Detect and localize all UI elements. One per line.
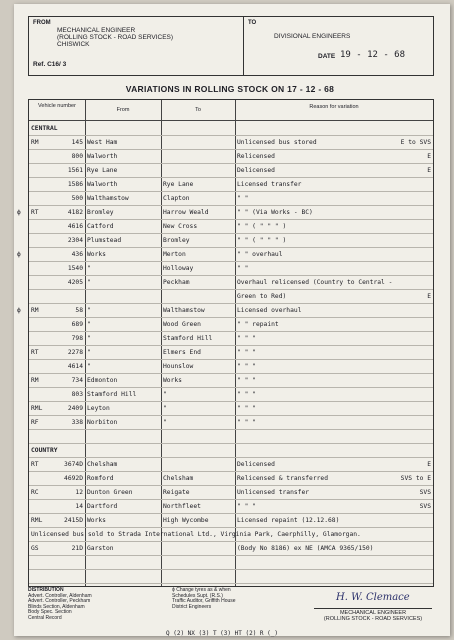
variations-table bbox=[17, 99, 434, 587]
distribution-line: Advert. Controller, Peckham bbox=[28, 598, 91, 605]
margin-mark: ϕ bbox=[17, 209, 21, 216]
from-location: " bbox=[87, 279, 91, 286]
vehicle-column-header: Vehicle number bbox=[38, 103, 76, 109]
to-location: Northfleet bbox=[163, 503, 201, 510]
signatory-title bbox=[314, 610, 432, 622]
tyre-mark: ϕ bbox=[172, 587, 175, 593]
tyre-note bbox=[172, 588, 292, 610]
signatory-title-line: MECHANICAL ENGINEER bbox=[339, 610, 407, 616]
margin-mark: ϕ bbox=[17, 307, 21, 314]
to-location: Works bbox=[163, 377, 182, 384]
from-label: FROM bbox=[33, 20, 51, 26]
table-row bbox=[29, 332, 433, 346]
reason-text: Licensed overhaul bbox=[237, 307, 302, 314]
variation-tag: SVS bbox=[419, 489, 431, 496]
from-location: Norbiton bbox=[87, 419, 118, 426]
reason-text: " " ( " " " ) bbox=[237, 237, 287, 244]
document-sheet bbox=[14, 4, 450, 636]
vehicle-number: 436 bbox=[71, 251, 83, 258]
table-row bbox=[29, 178, 433, 192]
table-row bbox=[29, 486, 433, 500]
vehicle-number: 4182 bbox=[67, 209, 83, 216]
table-row bbox=[29, 262, 433, 276]
variation-tag: SVS bbox=[419, 503, 431, 510]
table-row bbox=[29, 192, 433, 206]
reason-text: Relicensed & transferred bbox=[237, 475, 328, 482]
vehicle-number: 14 bbox=[75, 503, 83, 510]
table-row bbox=[29, 318, 433, 332]
reason-text: Licensed repaint (12.12.68) bbox=[237, 517, 340, 524]
to-location: Reigate bbox=[163, 489, 190, 496]
reason-text: Unlicensed transfer bbox=[237, 489, 310, 496]
from-location: Stamford Hill bbox=[87, 391, 137, 398]
vehicle-number: 12 bbox=[75, 489, 83, 496]
vehicle-type: RML bbox=[31, 517, 43, 524]
from-line-1: MECHANICAL ENGINEER bbox=[57, 27, 136, 34]
reason-text: " " repaint bbox=[237, 321, 279, 328]
to-location: High Wycombe bbox=[163, 517, 209, 524]
table-row bbox=[29, 346, 433, 360]
from-location: Edmonton bbox=[87, 377, 118, 384]
table-row bbox=[29, 276, 433, 290]
vehicle-number: 500 bbox=[71, 195, 83, 202]
reason-column-header: Reason for variation bbox=[309, 104, 359, 110]
reason-text: " " " bbox=[237, 363, 256, 370]
vehicle-number: 2409 bbox=[67, 405, 83, 412]
to-location: Rye Lane bbox=[163, 181, 194, 188]
vehicle-number: 4616 bbox=[67, 223, 83, 230]
vehicle-type: RF bbox=[31, 419, 39, 426]
vehicle-number: 798 bbox=[71, 335, 83, 342]
tyre-line: District Engineers bbox=[172, 603, 212, 610]
to-location: Clapton bbox=[163, 195, 190, 202]
table-row bbox=[29, 458, 433, 472]
vehicle-number: 1561 bbox=[67, 167, 83, 174]
table-row bbox=[29, 374, 433, 388]
reason-text: (Body No 8186) ex NE (AMCA 9365/150) bbox=[237, 545, 374, 552]
table-row bbox=[29, 528, 433, 542]
tyre-note-text: Change tyres as & when bbox=[176, 587, 231, 593]
from-line-3: CHISWICK bbox=[57, 41, 90, 48]
distribution-line: Central Record bbox=[28, 614, 62, 621]
vehicle-number: 4614 bbox=[67, 363, 83, 370]
from-location: Romford bbox=[87, 475, 114, 482]
to-location: " bbox=[163, 419, 167, 426]
table-row bbox=[29, 234, 433, 248]
variation-tag: E bbox=[427, 167, 431, 174]
reason-text: Licensed transfer bbox=[237, 181, 302, 188]
table-row bbox=[29, 220, 433, 234]
margin-mark: ϕ bbox=[17, 251, 21, 258]
table-row bbox=[29, 416, 433, 430]
vehicle-type: RM bbox=[31, 307, 39, 314]
page-title: VARIATIONS IN ROLLING STOCK ON 17 - 12 - 68 bbox=[125, 84, 335, 94]
from-location: Walworth bbox=[87, 153, 118, 160]
from-location: Bromley bbox=[87, 209, 114, 216]
vehicle-number: 800 bbox=[71, 153, 83, 160]
table-row bbox=[29, 360, 433, 374]
tyre-line: Schedules Supt. (R.S.) bbox=[172, 592, 223, 599]
vehicle-number: 338 bbox=[71, 419, 83, 426]
to-location: Stamford Hill bbox=[163, 335, 213, 342]
signature: H. W. Clemace bbox=[336, 592, 410, 603]
from-location: Works bbox=[87, 251, 106, 258]
to-location: " bbox=[163, 391, 167, 398]
to-location: Merton bbox=[163, 251, 186, 258]
from-location: Dunton Green bbox=[87, 489, 133, 496]
vehicle-number: 1540 bbox=[67, 265, 83, 272]
distribution-line: Advert. Controller, Aldenham bbox=[28, 592, 92, 599]
vehicle-number: 145 bbox=[71, 139, 83, 146]
reason-text: " " " bbox=[237, 335, 256, 342]
from-line-2: (ROLLING STOCK - ROAD SERVICES) bbox=[57, 34, 174, 41]
vehicle-number: 2415D bbox=[64, 517, 83, 524]
section-label: CENTRAL bbox=[31, 125, 58, 132]
vehicle-type: RT bbox=[31, 209, 39, 216]
from-location: Walthamstow bbox=[87, 195, 129, 202]
table-row bbox=[17, 206, 433, 220]
from-location: " bbox=[87, 349, 91, 356]
reason-text: " " (Via Works - BC) bbox=[237, 209, 313, 216]
from-block bbox=[29, 17, 244, 75]
variation-tag: E to SVS bbox=[400, 139, 431, 146]
vehicle-number: 2304 bbox=[67, 237, 83, 244]
from-location: Rye Lane bbox=[87, 167, 118, 174]
from-location: Plumstead bbox=[87, 237, 122, 244]
from-location: Works bbox=[87, 517, 106, 524]
vehicle-number: 803 bbox=[71, 391, 83, 398]
from-location: Leyton bbox=[87, 405, 110, 412]
from-location: Walworth bbox=[87, 181, 118, 188]
variation-tag: E bbox=[427, 461, 431, 468]
from-location: West Ham bbox=[87, 139, 118, 146]
to-location: Bromley bbox=[163, 237, 190, 244]
reason-text: Relicensed bbox=[237, 153, 275, 160]
from-location: " bbox=[87, 335, 91, 342]
table-row bbox=[29, 150, 433, 164]
reason-text: " " ( " " " ) bbox=[237, 223, 287, 230]
vehicle-type: RT bbox=[31, 461, 39, 468]
reference: Ref. C16/ 3 bbox=[33, 61, 67, 68]
reason-text: Green to Red) bbox=[237, 293, 287, 300]
to-block bbox=[244, 17, 433, 75]
table-row bbox=[29, 388, 433, 402]
table-row bbox=[29, 290, 433, 304]
vehicle-type: RM bbox=[31, 377, 39, 384]
vehicle-type: RC bbox=[31, 489, 39, 496]
from-column-header: From bbox=[116, 107, 130, 113]
vehicle-type: RT bbox=[31, 349, 39, 356]
to-location: Peckham bbox=[163, 279, 190, 286]
from-location: Dartford bbox=[87, 503, 118, 510]
tyre-line: Traffic Auditor, Griffith House bbox=[172, 598, 236, 605]
date-label: DATE bbox=[318, 53, 336, 60]
variation-tag: E bbox=[427, 293, 431, 300]
to-location: Wood Green bbox=[163, 321, 201, 328]
variation-tag: E bbox=[427, 153, 431, 160]
to-location: Harrow Weald bbox=[163, 209, 209, 216]
to-location: New Cross bbox=[163, 223, 198, 230]
vehicle-number: 689 bbox=[71, 321, 83, 328]
vehicle-type: GS bbox=[31, 545, 39, 552]
reason-text: " " " bbox=[237, 377, 256, 384]
vehicle-number: 4205 bbox=[67, 279, 83, 286]
reason-text: " " bbox=[237, 265, 249, 272]
table-row bbox=[29, 472, 433, 486]
table-row bbox=[29, 514, 433, 528]
vehicle-type: RM bbox=[31, 139, 39, 146]
distribution-line: Body Spec. Section bbox=[28, 609, 72, 616]
from-location: " bbox=[87, 265, 91, 272]
table-row bbox=[29, 444, 433, 458]
signatory-title-line: (ROLLING STOCK - ROAD SERVICES) bbox=[323, 616, 423, 622]
to-location: Holloway bbox=[163, 265, 194, 272]
from-location: Garston bbox=[87, 545, 114, 552]
reason-text: Unlicensed bus stored bbox=[237, 139, 317, 146]
header-box bbox=[28, 16, 434, 76]
to-location: Walthamstow bbox=[163, 307, 205, 314]
vehicle-number: 1586 bbox=[67, 181, 83, 188]
signature-line bbox=[314, 608, 432, 609]
reason-text: Delicensed bbox=[237, 167, 275, 174]
table-row bbox=[17, 248, 433, 262]
vehicle-number: 58 bbox=[75, 307, 83, 314]
table-row bbox=[29, 136, 433, 150]
to-location: Hounslow bbox=[163, 363, 194, 370]
table-row bbox=[29, 556, 433, 570]
to-location: Chelsham bbox=[163, 475, 194, 482]
table-row bbox=[29, 542, 433, 556]
from-location: Catford bbox=[87, 223, 114, 230]
vehicle-number: 4692D bbox=[64, 475, 83, 482]
variation-tag: SVS to E bbox=[400, 475, 431, 482]
distribution-line: Blinds Section, Aldenham bbox=[28, 603, 85, 610]
from-location: " bbox=[87, 321, 91, 328]
table-row bbox=[29, 402, 433, 416]
routing-codes: Q (2) NX (3) T (3) HT (2) R (_) bbox=[166, 630, 278, 637]
distribution-label: DISTRIBUTION bbox=[28, 587, 64, 593]
section-label: COUNTRY bbox=[31, 447, 58, 454]
note-line: Unlicensed bus sold to Strada International Ltd., Virginia Park, Caerphilly, Glamorgan. bbox=[31, 531, 361, 538]
reason-text: " " " bbox=[237, 419, 256, 426]
table-row bbox=[29, 570, 433, 584]
from-location: " bbox=[87, 307, 91, 314]
from-location: Chelsham bbox=[87, 461, 118, 468]
to-location: " bbox=[163, 405, 167, 412]
vehicle-number: 734 bbox=[71, 377, 83, 384]
vehicle-number: 3674D bbox=[64, 461, 83, 468]
table-row bbox=[29, 430, 433, 444]
table-header bbox=[29, 100, 433, 121]
table-row bbox=[17, 304, 433, 318]
from-location: " bbox=[87, 363, 91, 370]
table-row bbox=[29, 122, 433, 136]
vehicle-number: 2278 bbox=[67, 349, 83, 356]
vehicle-number: 21D bbox=[71, 545, 83, 552]
distribution-list bbox=[28, 588, 188, 622]
reason-text: Delicensed bbox=[237, 461, 275, 468]
table-row bbox=[29, 500, 433, 514]
reason-text: " " " bbox=[237, 405, 256, 412]
table-row bbox=[29, 164, 433, 178]
reason-text: Overhaul relicensed (Country to Central - bbox=[237, 279, 393, 286]
to-value: DIVISIONAL ENGINEERS bbox=[274, 33, 351, 40]
to-column-header: To bbox=[195, 107, 201, 113]
date-value: 19 - 12 - 68 bbox=[340, 50, 406, 60]
to-location: Elmers End bbox=[163, 349, 201, 356]
vehicle-type: RML bbox=[31, 405, 43, 412]
reason-text: " " " bbox=[237, 391, 256, 398]
reason-text: " " overhaul bbox=[237, 251, 283, 258]
reason-text: " " " bbox=[237, 503, 256, 510]
to-label: TO bbox=[248, 20, 257, 26]
reason-text: " " bbox=[237, 195, 249, 202]
reason-text: " " " bbox=[237, 349, 256, 356]
